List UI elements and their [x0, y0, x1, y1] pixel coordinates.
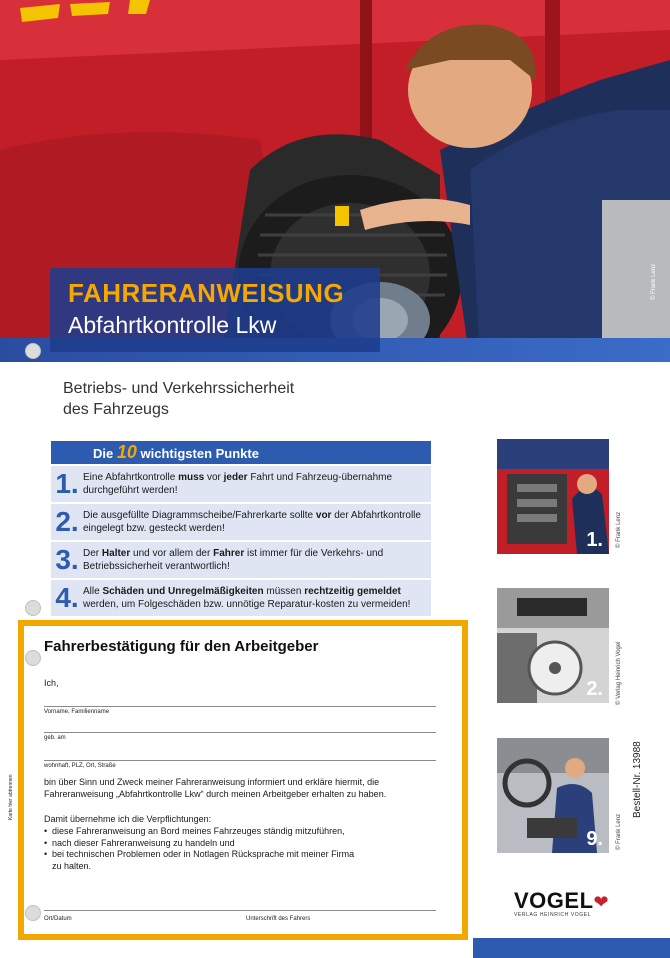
list-item: 2. Die ausgefüllte Diagrammscheibe/Fahrerkarte sollte vor der Abfahrtkontrolle eingelegt bzw. gesteckt werden! [51, 504, 431, 540]
list-item: • nach dieser Fahreranweisung zu handeln und [44, 838, 444, 850]
obligations-list [44, 826, 444, 872]
signature-label: Unterschrift des Fahrers [246, 916, 311, 922]
bottom-band [473, 938, 670, 958]
thumbnail-photo [497, 738, 609, 853]
driver-confirmation-form [18, 620, 468, 940]
list-item: 3. Der Halter und vor allem der Fahrer ist immer für die Verkehrs- und Betriebssicherheit verantwortlich! [51, 542, 431, 578]
heart-icon: ❤ [593, 892, 609, 912]
punch-hole [25, 343, 41, 359]
publisher-subline: VERLAG HEINRICH VOGEL [514, 912, 592, 918]
thumbnail-number: 2. [586, 678, 603, 700]
address-field[interactable] [44, 760, 436, 761]
intro-text: Betriebs- und Verkehrssicherheit des Fahrzeugs [63, 380, 295, 418]
name-field[interactable] [44, 706, 436, 707]
top10-heading: Die 10 wichtigsten Punkte [51, 441, 431, 464]
birthdate-field[interactable] [44, 732, 436, 733]
top10-box [51, 441, 431, 621]
publisher-logo: VOGEL❤ [514, 888, 609, 913]
punch-hole [25, 600, 41, 616]
form-obligations-intro: Damit übernehme ich die Verpflichtungen: [44, 814, 212, 824]
name-label: Vorname, Familienname [44, 709, 110, 715]
photo-credit: © Frank Lenz [616, 813, 622, 850]
form-declaration: bin über Sinn und Zweck meiner Fahreranweisung informiert und erkläre hiermit, die Fahreranweisung „Abfahrtkontrolle Lkw“ durch meinen Arbeitgeber erhalten zu haben. [44, 777, 387, 799]
document-title: FAHRERANWEISUNG [68, 278, 345, 308]
address-label: wohnhaft, PLZ, Ort, Straße [44, 763, 116, 769]
cut-note: Karte hier abtrennen [8, 774, 14, 820]
place-date-label: Ort/Datum [44, 916, 72, 922]
thumbnail-number: 1. [586, 529, 603, 551]
list-item: zu halten. [52, 860, 92, 871]
photo-credit: © Verlag Heinrich Vogel [616, 641, 622, 705]
punch-hole [25, 650, 41, 666]
list-item: 1. Eine Abfahrtkontrolle muss vor jeder Fahrt und Fahrzeug-übernahme durchgeführt werden! [51, 466, 431, 502]
list-item: • bei technischen Problemen oder in Notlagen Rücksprache mit meiner Firma [44, 849, 444, 861]
document-subtitle: Abfahrtkontrolle Lkw [68, 312, 277, 338]
thumbnail-photo [497, 439, 609, 554]
signature-field[interactable] [44, 910, 436, 911]
form-title: Fahrerbestätigung für den Arbeitgeber [44, 638, 319, 655]
form-ich: Ich, [44, 678, 59, 688]
list-item: 4. Alle Schäden und Unregelmäßigkeiten müssen rechtzeitig gemeldet werden, um Folgeschäden bzw. unnötige Reparatur-kosten zu vermeiden! [51, 580, 431, 616]
thumbnail-number: 9. [586, 828, 603, 850]
photo-credit: © Frank Lenz [616, 511, 622, 548]
photo-credit: © Frank Lenz [651, 263, 657, 300]
punch-hole [25, 905, 41, 921]
thumbnail-photo [497, 588, 609, 703]
birthdate-label: geb. am [44, 735, 66, 741]
order-number: Bestell-Nr. 13988 [632, 741, 643, 818]
list-item: • diese Fahreranweisung an Bord meines Fahrzeuges ständig mitzuführen, [44, 826, 444, 838]
